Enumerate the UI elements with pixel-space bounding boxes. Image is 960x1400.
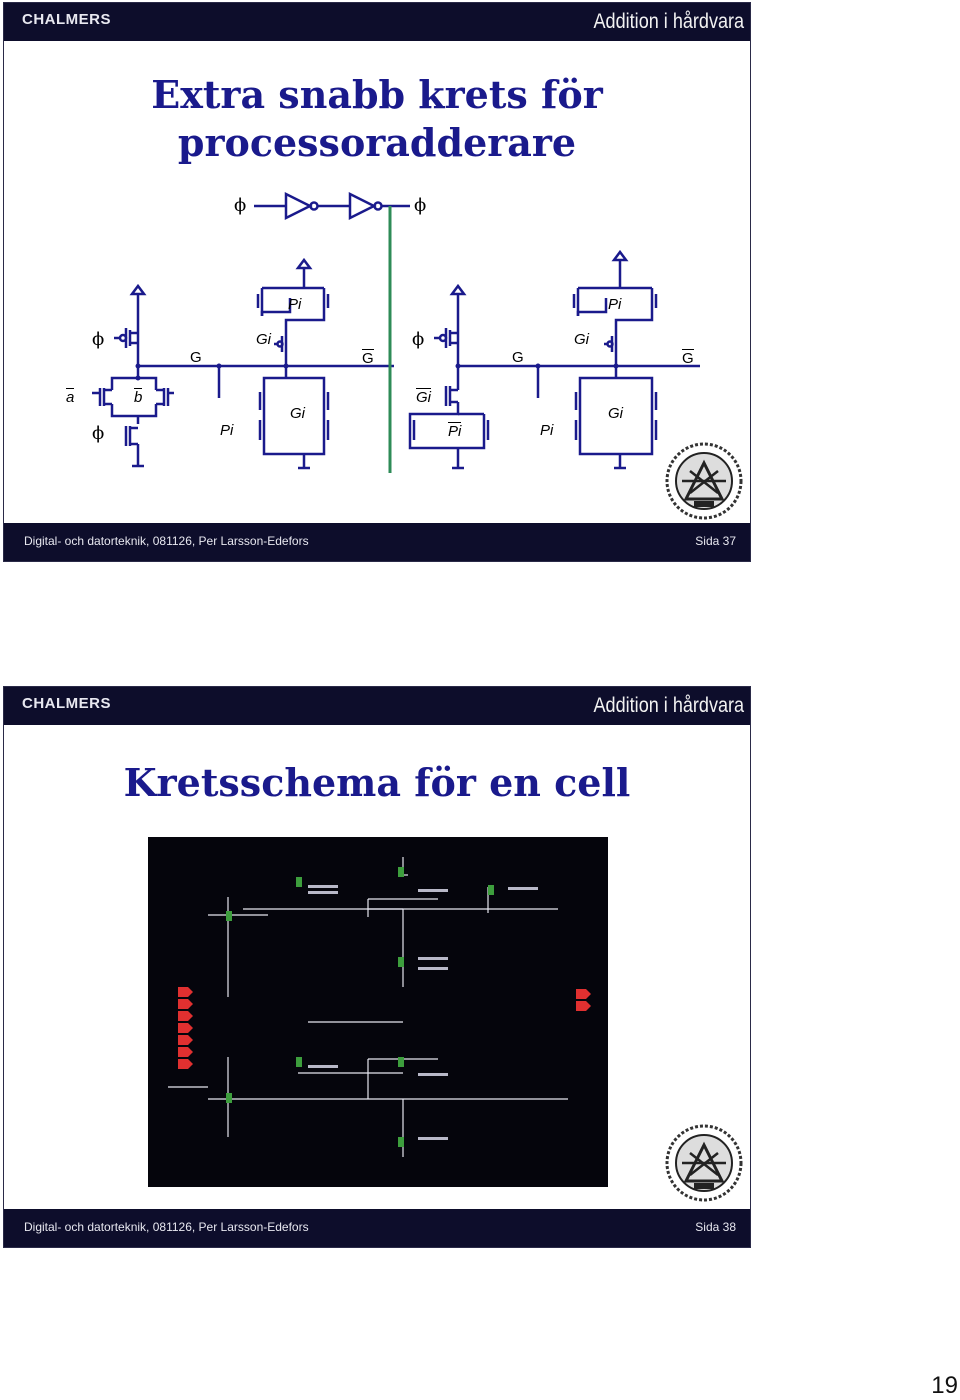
chalmers-logo: CHALMERS [22, 695, 111, 712]
label-gi: Gi [574, 331, 589, 348]
chalmers-seal-icon [664, 1123, 744, 1203]
label-pi-bar: Pi [448, 423, 462, 440]
label-gi: Gi [290, 405, 305, 422]
phi-label-3: ϕ [412, 329, 425, 350]
cell-schematic-screenshot [148, 837, 608, 1187]
label-gi: Gi [608, 405, 623, 422]
slide-title [4, 71, 750, 167]
title-line-1: Extra snabb krets för [151, 72, 603, 117]
slide-37 [3, 2, 751, 562]
footer-credit: Digital- och datorteknik, 081126, Per Larsson-Edefors [24, 1220, 309, 1234]
phi-label-2: ϕ [92, 423, 105, 444]
label-a-bar: a [66, 389, 75, 406]
slide-footer [4, 1209, 750, 1247]
footer-page: Sida 38 [695, 1220, 736, 1234]
slide-title: Kretsschema för en cell [123, 760, 631, 805]
slide-38 [3, 686, 751, 1248]
label-g: G [190, 349, 202, 366]
chalmers-seal-icon [664, 441, 744, 521]
label-pi: Pi [288, 296, 302, 313]
label-g-bar: G [682, 350, 694, 367]
chalmers-logo: CHALMERS [22, 11, 111, 28]
dynamic-carry-circuit-diagram [54, 188, 714, 478]
label-b-bar: b [134, 389, 143, 406]
footer-page: Sida 37 [695, 534, 736, 548]
phi-label-in: ϕ [234, 195, 247, 216]
section-title: Addition i hårdvara [593, 10, 744, 33]
slide-footer [4, 523, 750, 561]
label-gi-bar: Gi [416, 389, 431, 406]
label-g-bar: G [362, 350, 374, 367]
label-g: G [512, 349, 524, 366]
section-title: Addition i hårdvara [593, 694, 744, 717]
label-gi: Gi [256, 331, 271, 348]
slide-header [4, 687, 750, 725]
slide-header [4, 3, 750, 41]
label-pi: Pi [608, 296, 622, 313]
footer-credit: Digital- och datorteknik, 081126, Per Larsson-Edefors [24, 534, 309, 548]
title-line-2: processoradderare [177, 120, 577, 165]
label-pi: Pi [220, 422, 234, 439]
label-pi: Pi [540, 422, 554, 439]
phi-label-1: ϕ [92, 329, 105, 350]
phi-label-out: ϕ [414, 195, 427, 216]
page-number: 19 [931, 1372, 958, 1399]
